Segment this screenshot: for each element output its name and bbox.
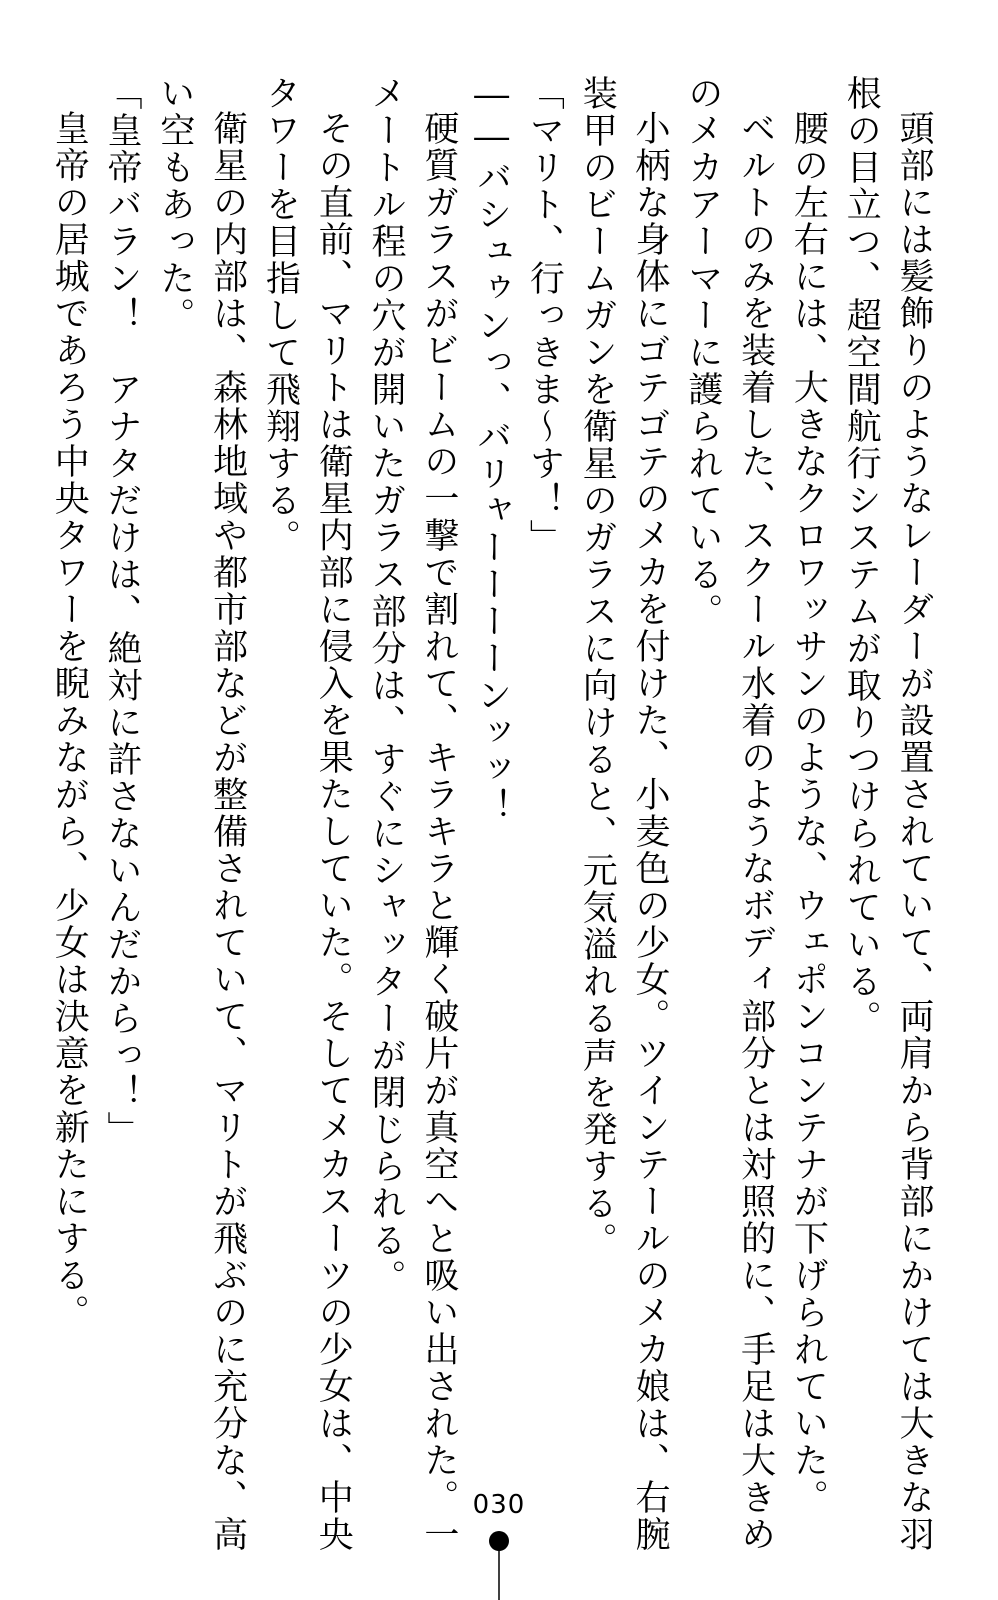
paragraph: 頭部には髪飾りのようなレーダーが設置されていて、両肩から背部にかけては大きな羽 — [894, 110, 934, 1553]
page-number: 030 — [472, 1490, 526, 1520]
dialogue-line: 「マリト、行っきま〜す！」 — [524, 75, 565, 556]
sound-effect-line: ――バシュゥンっ、バリャーーーーンッッ！ — [471, 75, 512, 825]
paragraph: 皇帝の居城であろう中央タワーを睨みながら、少女は決意を新たにする。 — [49, 110, 90, 1331]
paragraph: ベルトのみを装着した、スクール水着のようなボディ部分とは対照的に、手足は大きめ — [735, 110, 776, 1553]
paragraph-continuation: メートル程の穴が開いたガラス部分は、すぐにシャッターが閉じられる。 — [366, 75, 407, 1296]
paragraph-continuation: 装甲のビームガンを衛星のガラスに向けると、元気溢れる声を発する。 — [577, 75, 618, 1259]
paragraph: 衛星の内部は、森林地域や都市部などが整備されていて、マリトが飛ぶのに充分な、高 — [207, 110, 248, 1553]
paragraph-continuation: 根の目立つ、超空間航行システムが取りつけられている。 — [841, 75, 882, 1037]
paragraph: その直前、マリトは衛星内部に侵入を果たしていた。そしてメカスーツの少女は、中央 — [313, 110, 354, 1553]
paragraph-continuation: い空もあった。 — [154, 75, 195, 334]
paragraph: 腰の左右には、大きなクロワッサンのような、ウェポンコンテナが下げられていた。 — [788, 110, 829, 1516]
paragraph: 小柄な身体にゴテゴテのメカを付けた、小麦色の少女。ツインテールのメカ娘は、右腕 — [630, 110, 671, 1553]
dialogue-line: 「皇帝バラン！ アナタだけは、絶対に許さないんだからっ！」 — [102, 75, 143, 1148]
paragraph-continuation: のメカアーマーに護られている。 — [682, 75, 723, 630]
paragraph-continuation: タワーを目指して飛翔する。 — [260, 75, 301, 556]
page-marker-icon — [486, 1528, 512, 1600]
paragraph: 硬質ガラスがビームの一撃で割れて、キラキラと輝く破片が真空へと吸い出された。一 — [418, 110, 459, 1553]
